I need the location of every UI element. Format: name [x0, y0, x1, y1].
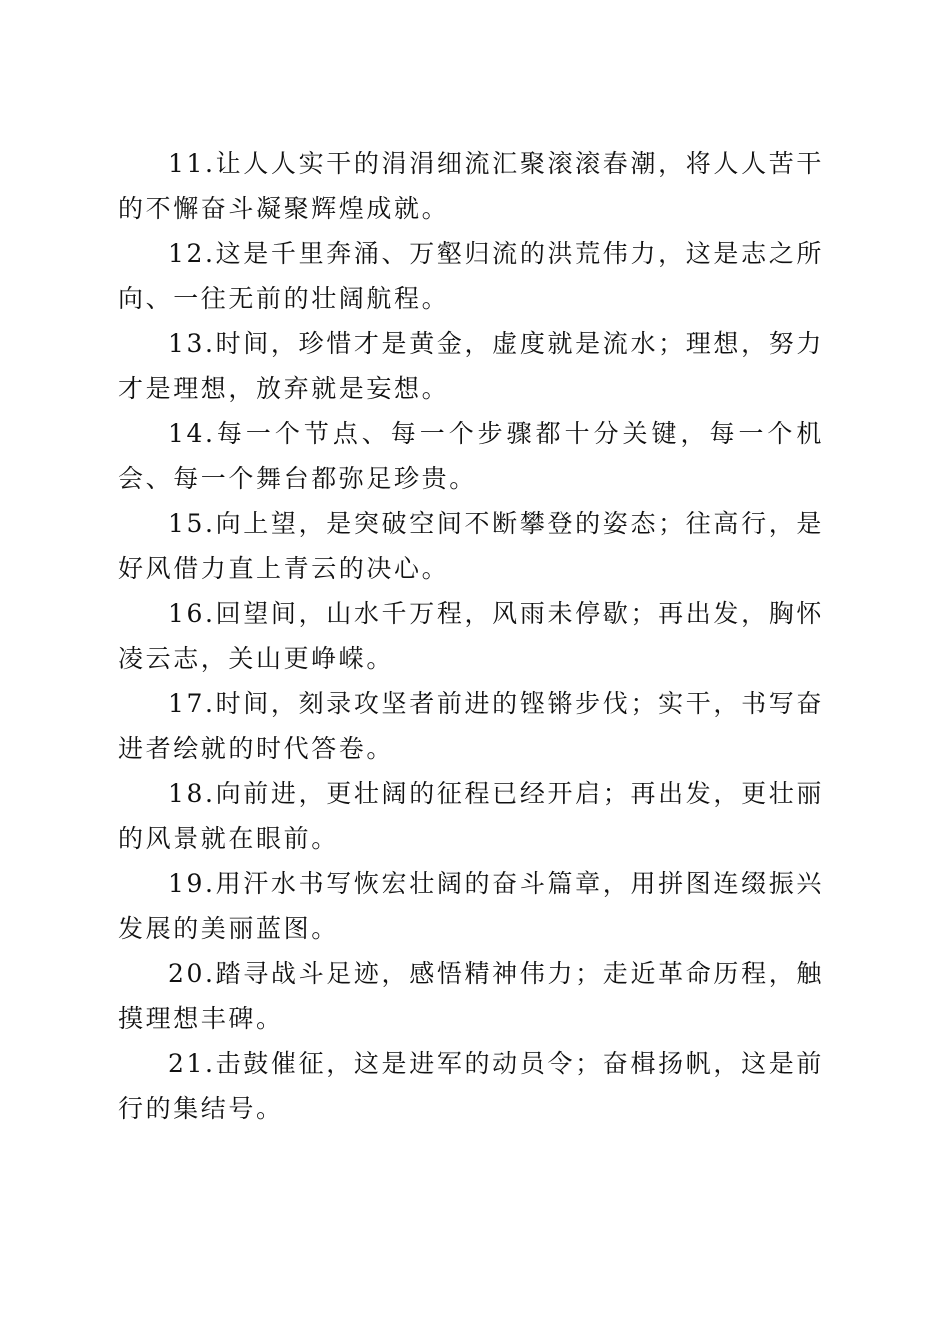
- paragraph-19: 19.用汗水书写恢宏壮阔的奋斗篇章，用拼图连缀振兴发展的美丽蓝图。: [118, 869, 824, 943]
- paragraph-15: 15.向上望，是突破空间不断攀登的姿态；往高行，是好风借力直上青云的决心。: [118, 509, 824, 583]
- paragraph-18: 18.向前进，更壮阔的征程已经开启；再出发，更壮丽的风景就在眼前。: [118, 779, 824, 853]
- paragraph-16: 16.回望间，山水千万程，风雨未停歇；再出发，胸怀凌云志，关山更峥嵘。: [118, 599, 824, 673]
- document-body: [118, 141, 824, 1131]
- paragraph-13: 13.时间，珍惜才是黄金，虚度就是流水；理想，努力才是理想，放弃就是妄想。: [118, 329, 824, 403]
- paragraph-20: 20.踏寻战斗足迹，感悟精神伟力；走近革命历程，触摸理想丰碑。: [118, 959, 824, 1033]
- paragraph-21: 21.击鼓催征，这是进军的动员令；奋楫扬帆，这是前行的集结号。: [118, 1049, 824, 1123]
- paragraph-17: 17.时间，刻录攻坚者前进的铿锵步伐；实干，书写奋进者绘就的时代答卷。: [118, 689, 824, 763]
- paragraph-12: 12.这是千里奔涌、万壑归流的洪荒伟力，这是志之所向、一往无前的壮阔航程。: [118, 239, 824, 313]
- paragraph-11: 11.让人人实干的涓涓细流汇聚滚滚春潮，将人人苦干的不懈奋斗凝聚辉煌成就。: [118, 149, 824, 223]
- paragraph-14: 14.每一个节点、每一个步骤都十分关键，每一个机会、每一个舞台都弥足珍贵。: [118, 419, 824, 493]
